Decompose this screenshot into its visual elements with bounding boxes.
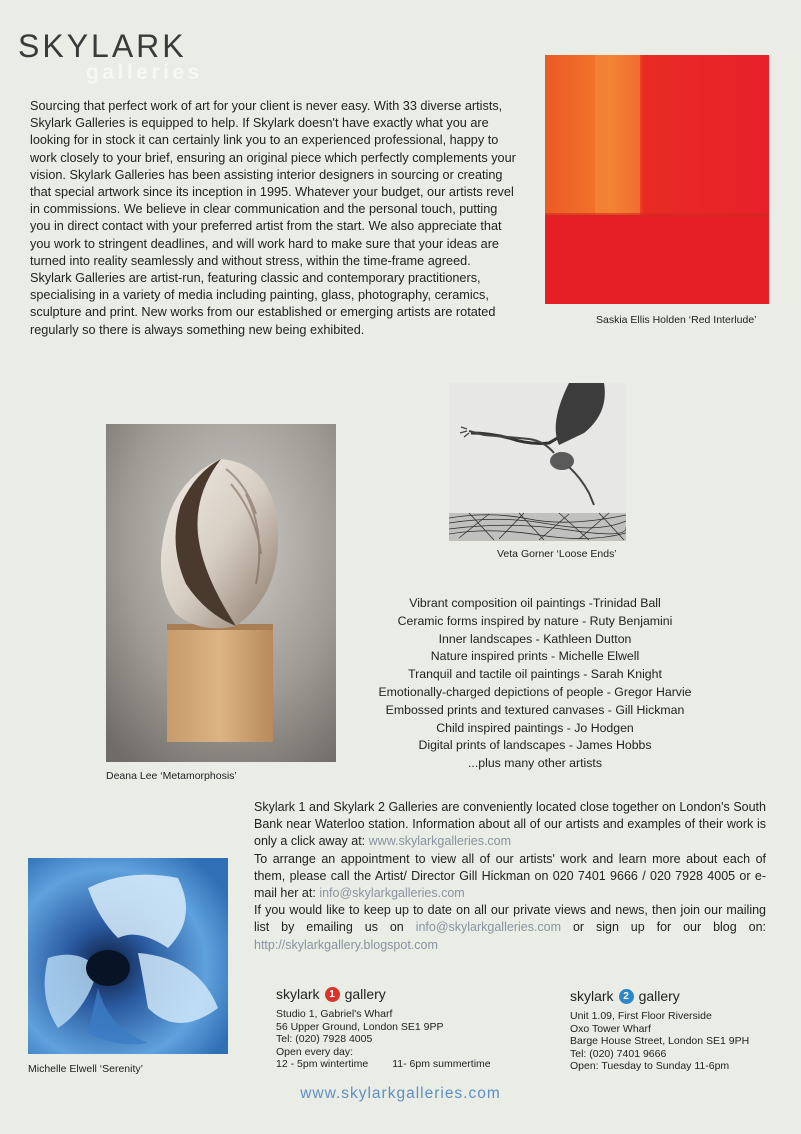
artist-line: Ceramic forms inspired by nature - Ruty Benjamini	[397, 613, 673, 628]
info-paragraph-1: Skylark 1 and Skylark 2 Galleries are conveniently located close together on London's South Bank near Waterloo station. Information about all of our artists and examples of their work is only a click away at: www.skylarkgalleries.com	[254, 800, 766, 849]
number-1-badge-icon: 1	[325, 987, 340, 1002]
caption-metamorphosis: Deana Lee ‘Metamorphosis’	[106, 770, 237, 782]
intro-paragraph-1: Sourcing that perfect work of art for your client is never easy. With 33 diverse artists, Skylark Galleries is equipped to help. If Skylark doesn't have exactly what you are looking for in stock it can certainly link you to an experienced professional, happy to work closely to your brief, ensuring an original piece which perfectly complements your vision. Skylark Galleries has been assisting interior designers in sourcing or creating that special artwork since its inception in 1995. Whatever your budget, our artists revel in commissions. We believe in clear communication and the personal touch, putting you in direct contact with your preferred artist from the start. We also appreciate that you work to stringent deadlines, and will work hard to make sure that your ideas are turned into reality seamlessly and without stress, within the time-frame agreed.	[30, 99, 516, 268]
gallery-1-hours: 12 - 5pm wintertime 11- 6pm summertime	[276, 1058, 491, 1071]
footer-website-link[interactable]: www.skylarkgalleries.com	[300, 1085, 501, 1102]
intro-text	[30, 98, 520, 339]
mailing-email-link[interactable]: info@skylarkgalleries.com	[415, 920, 562, 935]
caption-red-interlude: Saskia Ellis Holden ‘Red Interlude’	[596, 314, 757, 326]
gallery-2-address: Unit 1.09, First Floor Riverside Oxo Tower Wharf Barge House Street, London SE1 9PH Tel: (020) 7401 9666 Open: Tuesday to Sunday 11-6pm	[570, 1010, 750, 1073]
email-link[interactable]: info@skylarkgalleries.com	[319, 886, 465, 901]
caption-loose-ends: Veta Gorner ‘Loose Ends’	[497, 548, 617, 560]
artist-line: ...plus many other artists	[468, 756, 602, 771]
metamorphosis-sculpture-photo	[106, 424, 336, 762]
artist-line: Vibrant composition oil paintings -Trinidad Ball	[409, 596, 661, 610]
info-paragraph-2: To arrange an appointment to view all of our artists' work and learn more about each of them, please call the Artist/ Director Gill Hickman on 020 7401 9666 / 020 7928 4005 or e-mail her at: info@skylarkgalleries.com	[254, 851, 766, 901]
artist-line: Inner landscapes - Kathleen Dutton	[438, 631, 632, 646]
gallery-1-title: skylark 1 gallery	[276, 986, 386, 1002]
serenity-photo	[28, 858, 228, 1054]
gallery-2-title: skylark 2 gallery	[570, 988, 680, 1004]
contact-info	[254, 799, 766, 954]
intro-paragraph-2: Skylark Galleries are artist-run, featuring classic and contemporary practitioners, specialising in a variety of media including painting, glass, photography, ceramics, sculpture and print. New works from our established or emerging artists are rotated regularly so there is always something new being exhibited.	[30, 271, 496, 337]
artist-line: Child inspired paintings - Jo Hodgen	[436, 720, 634, 735]
red-interlude-painting	[545, 55, 769, 304]
artist-line: Digital prints of landscapes - James Hobbs	[418, 738, 652, 753]
artist-line: Nature inspired prints - Michelle Elwell	[430, 649, 640, 664]
number-2-badge-icon: 2	[619, 989, 634, 1004]
artist-line: Embossed prints and textured canvases - Gill Hickman	[385, 702, 685, 717]
artists-list	[370, 595, 700, 773]
logo-wordmark: SKYLARK	[18, 28, 187, 64]
artist-line: Emotionally-charged depictions of people - Gregor Harvie	[378, 684, 692, 699]
website-link[interactable]: www.skylarkgalleries.com	[368, 834, 512, 849]
info-paragraph-3: If you would like to keep up to date on all our private views and news, then join our mailing list by emailing us on info@skylarkgalleries.com or sign up for our blog on: http://skylarkgallery.blogspot.com	[254, 903, 766, 952]
logo-subtitle: galleries	[86, 61, 203, 84]
artist-line: Tranquil and tactile oil paintings - Sarah Knight	[408, 667, 662, 682]
loose-ends-drawing	[449, 383, 626, 541]
blog-link[interactable]: http://skylarkgallery.blogspot.com	[254, 937, 438, 952]
gallery-1-address: Studio 1, Gabriel's Wharf 56 Upper Ground, London SE1 9PP Tel: (020) 7928 4005 Open every day: 12 - 5pm wintertime 11- 6pm summertime	[276, 1008, 491, 1071]
gallery-2-block	[570, 988, 749, 1073]
gallery-1-block	[276, 986, 491, 1071]
caption-serenity: Michelle Elwell ‘Serenity’	[28, 1063, 143, 1075]
